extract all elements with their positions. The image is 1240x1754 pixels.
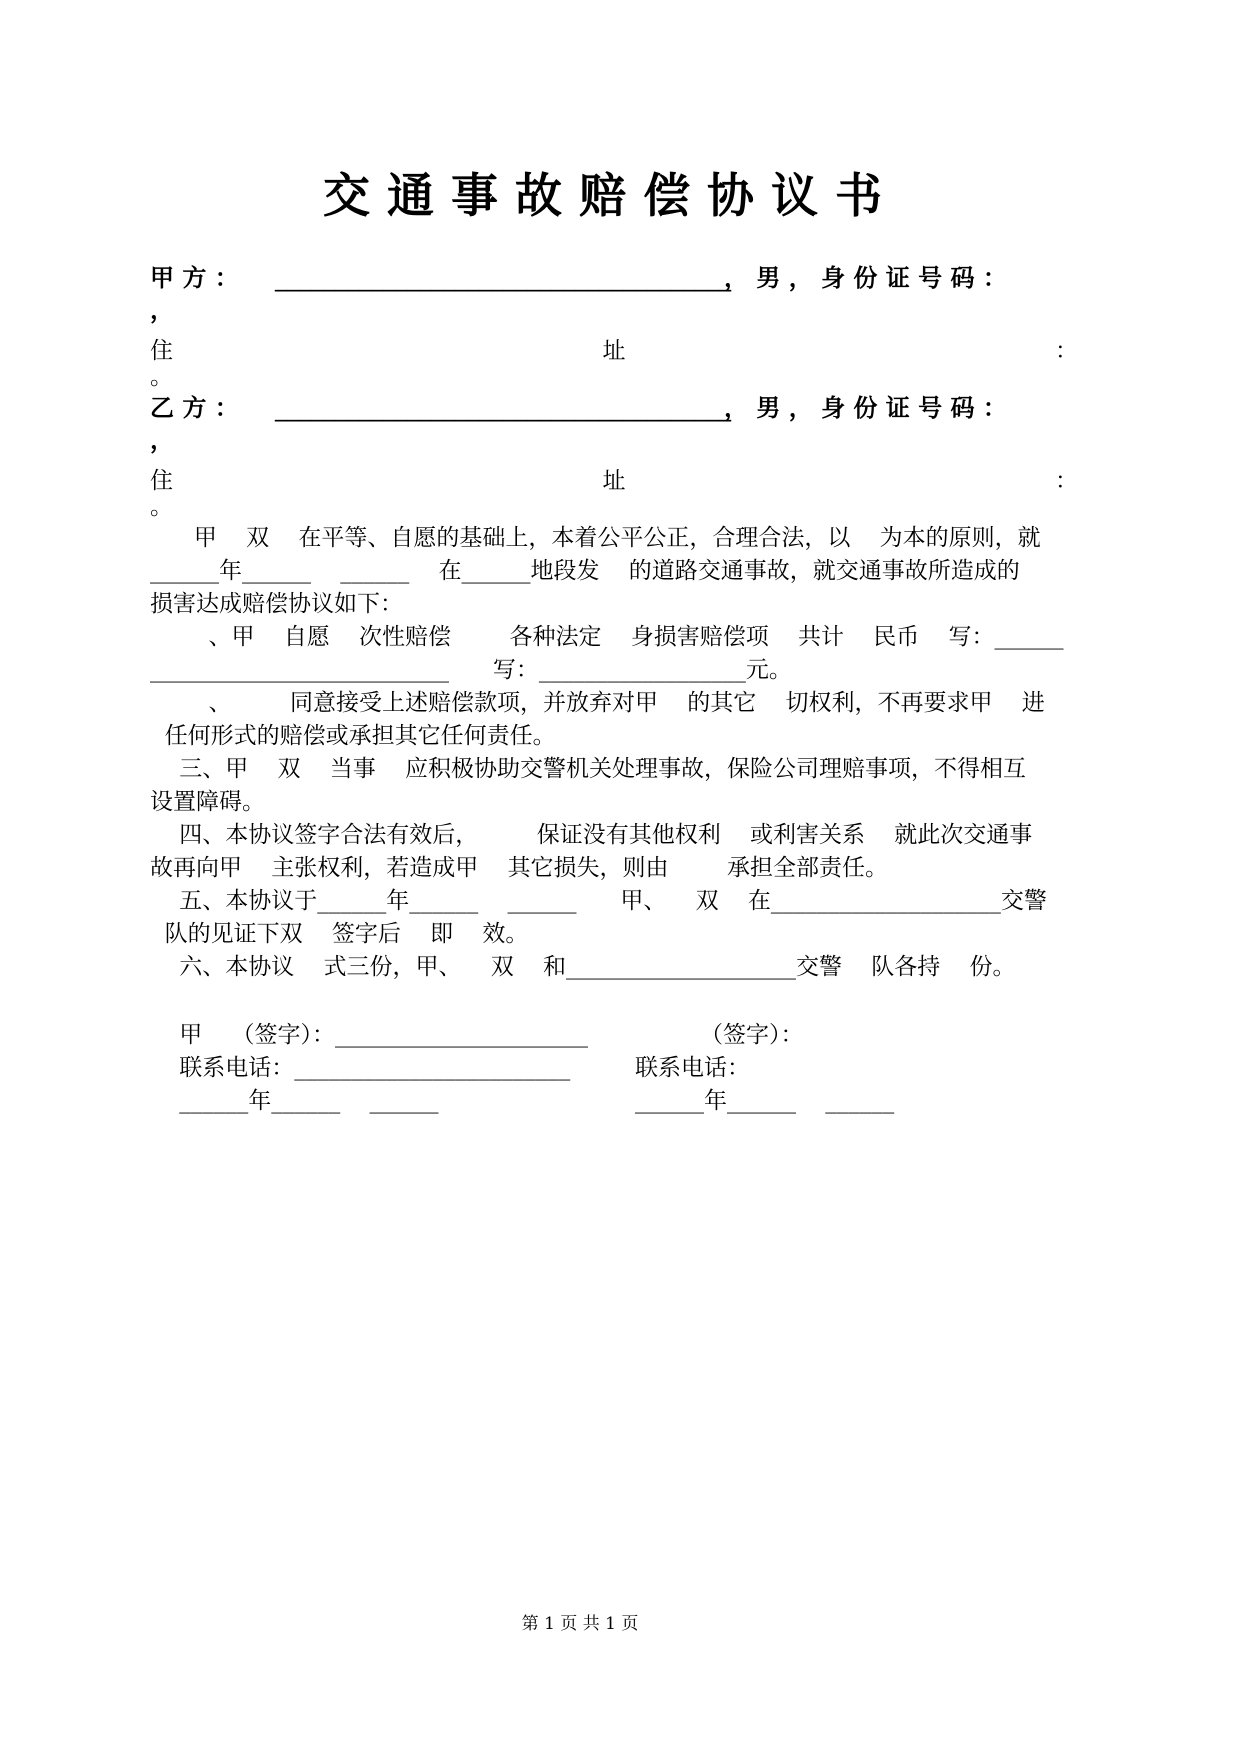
- party-b-address-colon: ：: [1055, 468, 1078, 494]
- party-b-address-tail: 。: [150, 494, 173, 520]
- clause-2-line-2: 任何形式的赔偿或承担其它任何责任。: [150, 723, 556, 749]
- party-a-address-colon: ：: [1055, 338, 1078, 364]
- party-b-address-label: 住: [150, 468, 173, 494]
- clause-5-line-1: 五、本协议于______年______ ______ 甲、 双 在____________________交警: [150, 888, 1047, 914]
- party-a-address-label: 住: [150, 338, 173, 364]
- body-line-3: 损害达成赔偿协议如下：: [150, 591, 403, 617]
- clause-3-line-2: 设置障碍。: [150, 789, 265, 815]
- clause-3-line-1: 三、甲 双 当事 应积极协助交警机关处理事故，保险公司理赔事项，不得相互: [150, 756, 1026, 782]
- party-b-tail: ，: [150, 426, 174, 454]
- clause-2-line-1: 、 同意接受上述赔偿款项，并放弃对甲 的其它 切权利，不再要求甲 进: [150, 690, 1045, 716]
- party-b-label: 乙 方 ：: [150, 394, 239, 422]
- clause-5-line-2: 队的见证下双 签字后 即 效。: [150, 921, 529, 947]
- party-b-address-row: [150, 462, 1078, 495]
- phone-party-b: 联系电话：: [635, 1055, 750, 1081]
- body-line-2: ______年______ ______ 在______地段发 的道路交通事故，就交通事故所造成的: [150, 558, 1020, 584]
- party-a-address-tail: 。: [150, 364, 173, 390]
- date-party-b: ______年______ ______: [635, 1088, 895, 1114]
- date-party-a: ______年______ ______: [150, 1088, 439, 1114]
- party-a-gender-id: ， 男 ， 身 份 证 号 码 ：: [724, 264, 1007, 292]
- document-title: 交通事故赔偿协议书: [323, 169, 899, 224]
- body-line-1: 甲 双 在平等、自愿的基础上，本着公平公正，合理合法，以 为本的原则，就: [150, 525, 1041, 551]
- party-a-label: 甲 方 ：: [150, 264, 239, 292]
- signature-party-b: （签字）：: [700, 1022, 804, 1048]
- party-a-name-line: ______________________________________: [275, 264, 731, 292]
- party-a-address-label-2: 址: [602, 338, 626, 364]
- party-a-address-row: [150, 332, 1078, 365]
- clause-4-line-2: 故再向甲 主张权利，若造成甲 其它损失，则由 承担全部责任。: [150, 855, 888, 881]
- party-a-tail: ，: [150, 296, 174, 324]
- signature-party-a: 甲 （签字）：______________________: [150, 1022, 588, 1048]
- party-b-gender-id: ， 男 ， 身 份 证 号 码 ：: [724, 394, 1007, 422]
- party-b-address-label-2: 址: [602, 468, 626, 494]
- clause-6-line-1: 六、本协议 式三份，甲、 双 和____________________交警 队各持 份。: [150, 954, 1016, 980]
- clause-1-line-2: __________________________ 写：__________________元。: [150, 657, 792, 683]
- party-b-name-line: ______________________________________: [275, 394, 731, 422]
- phone-party-a: 联系电话：________________________: [150, 1055, 571, 1081]
- clause-1-line-1: 、甲 自愿 次性赔偿 各种法定 身损害赔偿项 共计 民币 写：______: [150, 624, 1064, 650]
- clause-4-line-1: 四、本协议签字合法有效后， 保证没有其他权利 或利害关系 就此次交通事: [150, 822, 1033, 848]
- page-footer: 第 1 页 共 1 页: [521, 1614, 639, 1634]
